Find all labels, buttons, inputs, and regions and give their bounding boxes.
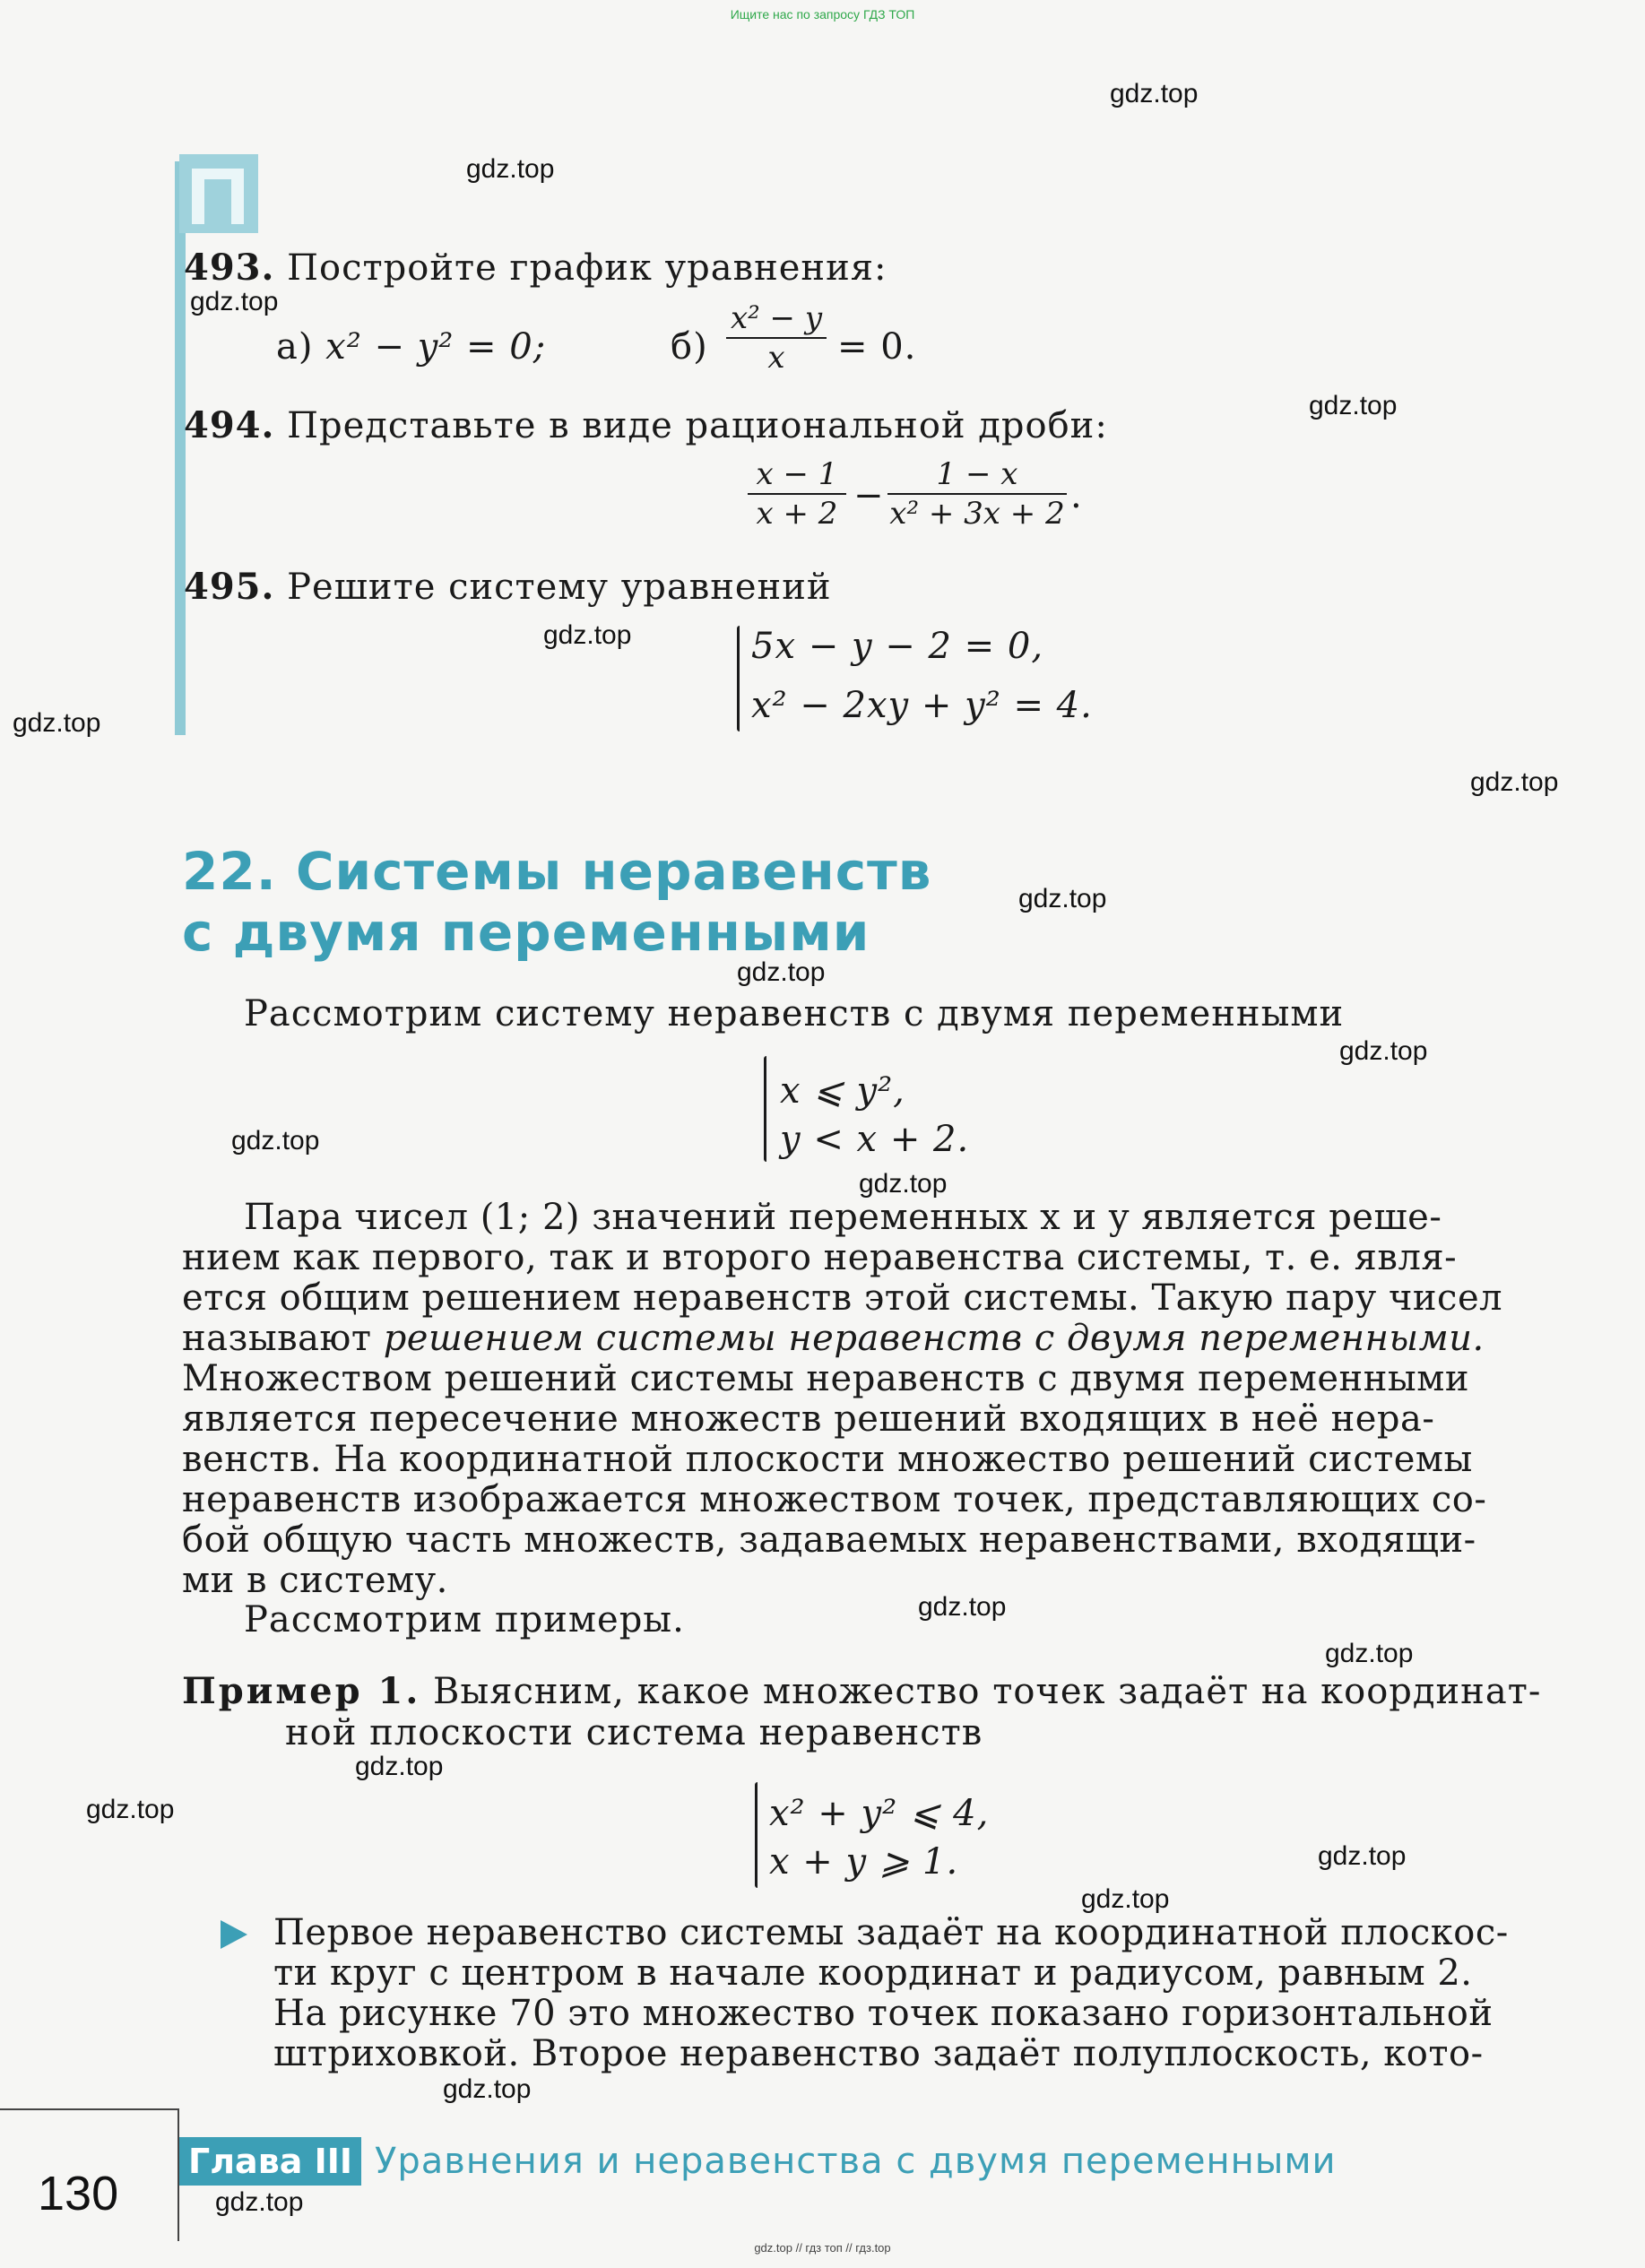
watermark: gdz.top: [466, 154, 555, 184]
problem-494-fraction-1: x − 1 x + 2: [748, 457, 846, 531]
exercise-p-icon: [179, 154, 258, 233]
footer-rule: [0, 2108, 179, 2110]
watermark: gdz.top: [918, 1592, 1007, 1622]
watermark: gdz.top: [543, 620, 632, 650]
watermark: gdz.top: [737, 957, 826, 987]
watermark: gdz.top: [215, 2187, 304, 2217]
problem-494-tail: .: [1070, 475, 1083, 516]
system-eq2: x² − 2xy + y² = 4.: [751, 685, 1093, 726]
intro-brace: [764, 1056, 766, 1162]
problem-494-fraction-2: 1 − x x² + 3x + 2: [887, 457, 1067, 531]
problem-493-b-label: б): [671, 326, 708, 368]
page-number: 130: [38, 2167, 119, 2220]
problem-494: 494. Представьте в виде рациональной дроби:: [184, 404, 1108, 446]
solution-paragraph: Первое неравенство системы задаёт на координатной плоскос- ти круг с центром в начале координат и радиусом, равным 2. На рисунке 70 это множество точек показано горизонтальной штриховкой. Второе неравенство задаёт полуплоскость, кото-: [273, 1912, 1509, 2074]
problem-text: Постройте график уравнения:: [287, 247, 887, 289]
example-1-line2: ной плоскости система неравенств: [285, 1712, 983, 1753]
watermark: gdz.top: [1110, 79, 1199, 108]
intro-line: Рассмотрим систему неравенств с двумя переменными: [244, 993, 1345, 1034]
example-ineq2: x + y ⩾ 1.: [769, 1841, 959, 1883]
example-label: Пример 1.: [182, 1670, 421, 1712]
watermark: gdz.top: [13, 708, 101, 738]
intro-ineq2: y < x + 2.: [780, 1119, 970, 1160]
intro-ineq1: x ⩽ y²,: [780, 1070, 905, 1112]
watermark: gdz.top: [355, 1752, 444, 1781]
problem-493: [184, 247, 887, 289]
section-title-line1: 22. Системы неравенств: [182, 841, 932, 902]
chapter-title: Уравнения и неравенства с двумя переменными: [375, 2141, 1337, 2182]
watermark: gdz.top: [443, 2074, 532, 2104]
problem-number: 493.: [184, 247, 275, 289]
watermark: gdz.top: [1318, 1841, 1407, 1871]
watermark: gdz.top: [859, 1169, 948, 1199]
solution-arrow-icon: [221, 1920, 247, 1949]
example-ineq1: x² + y² ⩽ 4,: [769, 1793, 990, 1834]
examples-intro: Рассмотрим примеры.: [244, 1599, 685, 1640]
watermark: gdz.top: [1339, 1036, 1428, 1066]
watermark: gdz.top: [231, 1126, 320, 1156]
watermark: gdz.top: [86, 1795, 175, 1824]
example-1: Пример 1. Выясним, какое множество точек задаёт на координат-: [182, 1670, 1542, 1712]
problem-493-b-fraction: x² − y x: [726, 301, 827, 375]
chapter-label: Глава III: [179, 2137, 361, 2186]
watermark: gdz.top: [1470, 767, 1559, 797]
problem-493-a: а) x² − y² = 0;: [276, 326, 547, 368]
definition-paragraph: Пара чисел (1; 2) значений переменных x и y является реше- нием как первого, так и второго неравенства системы, т. е. явля- ется общим решением неравенств этой системы. Такую пару чисел называют решением системы неравенств с двумя переменными. Множеством решений системы неравенств с двумя переменными является пересечение множеств решений входящих в неё нера- венств. На координатной плоскости множество решений системы неравенств изображается множеством точек, представляющих со- бой общую часть множеств, задаваемых неравенствами, входящи- ми в систему.: [182, 1197, 1503, 1601]
watermark: gdz.top: [1309, 391, 1398, 420]
system-eq1: 5x − y − 2 = 0,: [751, 626, 1044, 667]
bottom-banner[interactable]: gdz.top // гдз топ // гдз.top: [754, 2241, 891, 2255]
definition-term: решением системы неравенств с двумя переменными.: [383, 1318, 1485, 1359]
problem-494-minus: −: [853, 475, 885, 516]
section-title-line2: с двумя переменными: [182, 902, 870, 963]
watermark: gdz.top: [1018, 884, 1107, 913]
watermark: gdz.top: [190, 287, 279, 316]
watermark: gdz.top: [1081, 1884, 1170, 1914]
watermark: gdz.top: [1325, 1639, 1414, 1668]
example-brace: [755, 1782, 758, 1888]
system-brace: [737, 626, 740, 731]
problem-493-b-tail: = 0.: [837, 326, 917, 368]
problem-495: 495. Решите систему уравнений: [184, 566, 832, 608]
top-banner[interactable]: Ищите нас по запросу ГДЗ ТОП: [730, 7, 915, 22]
